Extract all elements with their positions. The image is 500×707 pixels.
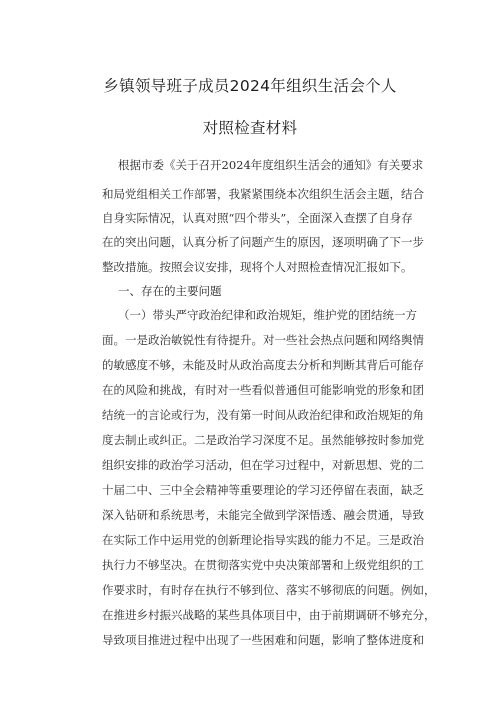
intro-line: 在的突出问题，认真分析了问题产生的原因，逐项明确了下一步 xyxy=(102,235,424,249)
intro-line: 根据市委《关于召开2024年度组织生活会的通知》有关要求 xyxy=(118,158,424,172)
body-line: 组织安排的政治学习活动，但在学习过程中，对新思想、党的二 xyxy=(102,458,424,472)
body-line: 深入钻研和系统思考，未能完全做到学深悟透、融会贯通，导致 xyxy=(102,508,424,522)
section-heading: 一、存在的主要问题 xyxy=(118,284,222,298)
body-line: 作要求时，有时存在执行不够到位、落实不够彻底的问题。例如， xyxy=(102,583,436,597)
body-line: （一）带头严守政治纪律和政治规矩，维护党的团结统一方 xyxy=(118,308,417,322)
body-line: 面。一是政治敏锐性有待提升。对一些社会热点问题和网络舆情 xyxy=(102,333,424,347)
body-line: 度去制止或纠正。二是政治学习深度不足。虽然能够按时参加党 xyxy=(102,433,424,447)
body-line: 导致项目推进过程中出现了一些困难和问题，影响了整体进度和 xyxy=(102,633,424,647)
body-line: 的敏感度不够，未能及时从政治高度去分析和判断其背后可能存 xyxy=(102,358,424,372)
intro-line: 和局党组相关工作部署，我紧紧围绕本次组织生活会主题，结合 xyxy=(102,187,424,201)
document-title-line-2: 对照检查材料 xyxy=(202,119,298,137)
body-line: 十届二中、三中全会精神等重要理论的学习还停留在表面，缺乏 xyxy=(102,483,424,497)
intro-line: 自身实际情况，认真对照“四个带头”，全面深入查摆了自身存 xyxy=(102,211,413,225)
body-line: 在实际工作中运用党的创新理论指导实践的能力不足。三是政治 xyxy=(102,533,424,547)
intro-line: 整改措施。按照会议安排，现将个人对照检查情况汇报如下。 xyxy=(102,260,413,274)
document-title-line-1: 乡镇领导班子成员2024年组织生活会个人 xyxy=(103,77,397,95)
body-line: 在的风险和挑战，有时对一些看似普通但可能影响党的形象和团 xyxy=(102,383,424,397)
body-line: 执行力不够坚决。在贯彻落实党中央决策部署和上级党组织的工 xyxy=(102,558,424,572)
body-line: 结统一的言论或行为，没有第一时间从政治纪律和政治规矩的角 xyxy=(102,408,424,422)
body-line: 在推进乡村振兴战略的某些具体项目中，由于前期调研不够充分， xyxy=(102,608,436,622)
